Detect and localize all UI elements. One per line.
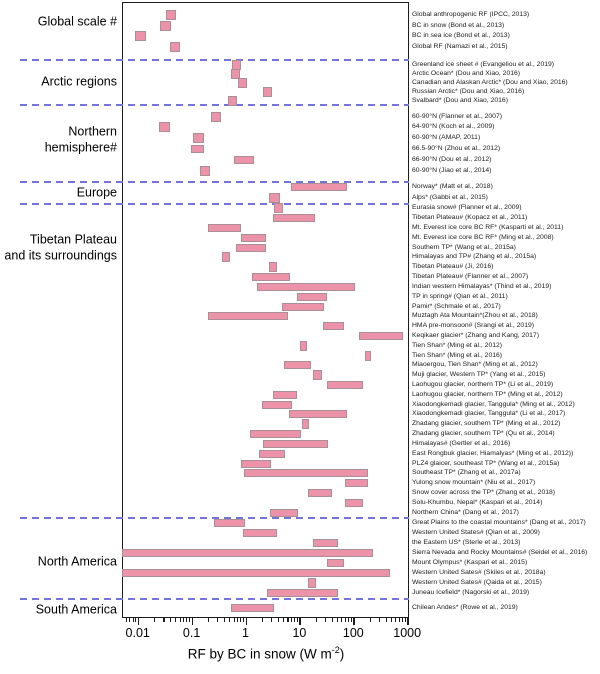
- range-bar: [211, 112, 221, 122]
- series-citation-label: Chilean Andes* (Rowe et al., 2019): [412, 604, 518, 612]
- x-axis-tick-label: 100: [342, 626, 364, 640]
- region-group-label: [36, 602, 117, 618]
- x-axis-tick-label: 1: [242, 626, 249, 640]
- range-bar: [345, 499, 363, 507]
- range-bar: [359, 332, 402, 340]
- x-axis-minor-tick: [217, 618, 218, 622]
- range-bar: [228, 96, 237, 106]
- range-bar: [222, 252, 230, 262]
- range-bar: [160, 21, 171, 31]
- x-axis-minor-tick: [297, 618, 298, 622]
- series-citation-label: Northern China* (Dang et al., 2017): [412, 508, 519, 516]
- region-group-label: [41, 74, 117, 90]
- x-axis-title: [121, 645, 411, 662]
- x-axis-minor-tick: [391, 618, 392, 622]
- x-axis-minor-tick: [180, 618, 181, 622]
- x-axis-minor-tick: [133, 618, 134, 622]
- region-group-label-line: North America: [37, 554, 117, 569]
- range-bar: [252, 273, 290, 281]
- series-citation-label: Miaoergou, Tien Shan* (Ming et al., 2012): [412, 361, 538, 369]
- region-group-label-line: Global scale #: [37, 14, 117, 29]
- series-citation-label: Indian western Himalayas* (Thind et al., 2019): [412, 282, 552, 290]
- x-axis-minor-tick: [341, 618, 342, 622]
- x-axis-minor-tick: [237, 618, 238, 622]
- series-citation-label: Himalayas and TP# (Zhang et al., 2015a): [412, 253, 537, 261]
- series-citation-label: Xiaodongkemadi glacier, Tanggula* (Li et al., 2017): [412, 410, 566, 418]
- series-citation-label: 66-90°N (Dou et al., 2012): [412, 155, 492, 163]
- region-group-label: [45, 125, 117, 156]
- range-bar: [191, 145, 204, 153]
- series-citation-label: Global anthropogenic RF (IPCC, 2013): [412, 10, 530, 18]
- region-group-label-line: Northern: [68, 124, 117, 139]
- series-citation-label: Global RF (Namazi et al., 2015): [412, 43, 508, 51]
- section-divider: [20, 104, 409, 106]
- series-citation-label: Western United Sates# (Skiles et al., 2018a): [412, 569, 546, 577]
- series-citation-label: Norway* (Matt et al., 2018): [412, 183, 493, 191]
- x-axis-minor-tick: [379, 618, 380, 622]
- x-axis-minor-tick: [271, 618, 272, 622]
- series-citation-label: 60-90°N (Jiao et al., 2014): [412, 166, 492, 174]
- series-citation-label: BC in snow (Bond et al., 2013): [412, 21, 505, 29]
- series-citation-label: Himalayas# (Gertler et al., 2016): [412, 439, 511, 447]
- range-bar: [241, 234, 266, 242]
- x-axis-minor-tick: [163, 618, 164, 622]
- range-bar: [313, 539, 338, 547]
- region-group-label: [77, 185, 117, 201]
- range-bar: [269, 193, 280, 203]
- x-axis-minor-tick: [186, 618, 187, 622]
- region-group-label-line: Tibetan Plateau: [29, 232, 117, 247]
- series-citation-label: 66.5-90°N (Zhou et al., 2012): [412, 144, 501, 152]
- range-bar: [282, 303, 325, 311]
- range-bar: [243, 529, 278, 537]
- series-citation-label: the Eastern US* (Sterle et al., 2013): [412, 538, 521, 546]
- series-citation-label: Juneau Icefield* (Nagorski et al., 2019): [412, 589, 530, 597]
- range-bar: [234, 156, 254, 164]
- range-bar: [365, 351, 371, 361]
- x-axis-title-close: ): [339, 646, 345, 662]
- series-citation-label: Sierra Nevada and Rocky Mountains# (Seidel et al., 2016): [412, 548, 588, 556]
- series-citation-label: Eurasia snow# (Flanner et al., 2009): [412, 204, 522, 212]
- x-axis-major-tick: [299, 618, 300, 625]
- series-citation-label: Solu-Khumbu, Nepal* (Kaspari et al., 2014): [412, 498, 543, 506]
- x-axis-major-tick: [407, 618, 408, 625]
- range-bar: [250, 430, 301, 438]
- x-axis-minor-tick: [175, 618, 176, 622]
- series-citation-label: Great Plains to the coastal mountains* (Dang et al., 2017): [412, 518, 586, 526]
- x-axis-minor-tick: [291, 618, 292, 622]
- range-bar: [214, 519, 245, 527]
- series-citation-label: Muztagh Ata Mountain*(Zhou et al., 2018): [412, 312, 538, 320]
- range-bar: [270, 509, 299, 517]
- x-axis-major-tick: [353, 618, 354, 625]
- x-axis-minor-tick: [154, 618, 155, 622]
- range-bar: [135, 31, 145, 41]
- series-citation-label: Southeast TP* (Zhang et al., 2017a): [412, 469, 521, 477]
- range-bar: [308, 489, 332, 497]
- x-axis-minor-tick: [183, 618, 184, 622]
- range-bar: [323, 322, 344, 330]
- range-bar: [208, 224, 241, 232]
- x-axis-minor-tick: [405, 618, 406, 622]
- x-axis-tick-label: 0.01: [125, 626, 150, 640]
- range-bar: [259, 450, 285, 458]
- series-citation-label: Mount Olympus* (Kaspari et al., 2015): [412, 559, 528, 567]
- x-axis-minor-tick: [332, 618, 333, 622]
- range-bar: [273, 391, 297, 399]
- range-bar: [273, 214, 315, 222]
- series-citation-label: Laohugou glacier, northern TP* (Li et al., 2019): [412, 381, 554, 389]
- region-group-label-line: Arctic regions: [41, 73, 117, 88]
- series-citation-label: Xiaodongkemadi glacier, Tanggula* (Ming et al., 2012): [412, 400, 575, 408]
- range-bar: [327, 381, 364, 389]
- series-citation-label: Tien Shan* (Ming et al., 2016): [412, 351, 503, 359]
- x-axis-minor-tick: [402, 618, 403, 622]
- series-citation-label: Tibetan Plateau# (Kopacz et al., 2011): [412, 214, 528, 222]
- series-citation-label: Muji glacier, Western TP* (Yang et al., 2015): [412, 371, 546, 379]
- range-bar: [193, 133, 204, 143]
- range-bar: [263, 87, 272, 97]
- range-bar: [166, 10, 177, 20]
- series-citation-label: HMA pre-monsoon# (Srangi et al., 2019): [412, 322, 535, 330]
- series-citation-label: Southern TP* (Wang et al., 2015a): [412, 243, 516, 251]
- series-citation-label: Tibetan Plateau# (Ji, 2016): [412, 263, 494, 271]
- series-citation-label: 60-90°N (Flanner et al., 2007): [412, 112, 502, 120]
- section-divider: [20, 598, 409, 600]
- x-axis-minor-tick: [229, 618, 230, 622]
- x-axis-minor-tick: [283, 618, 284, 622]
- range-bar: [274, 203, 283, 213]
- series-citation-label: Mt. Everest ice core BC RF* (Ming et al., 2008): [412, 233, 554, 241]
- range-bar: [122, 549, 373, 557]
- region-group-label-line: South America: [35, 602, 117, 617]
- x-axis-minor-tick: [240, 618, 241, 622]
- series-citation-label: Pamir* (Schmale et al., 2017): [412, 302, 501, 310]
- series-citation-label: Yulong snow mountain* (Niu et al., 2017): [412, 479, 536, 487]
- x-axis-minor-tick: [170, 618, 171, 622]
- x-axis-minor-tick: [399, 618, 400, 622]
- series-citation-label: TP in spring# (Qian et al., 2011): [412, 292, 508, 300]
- series-citation-label: Zhadang glacier, southern TP* (Ming et al., 2012): [412, 420, 561, 428]
- range-bar: [267, 589, 338, 597]
- x-axis-tick-label: 0.1: [182, 626, 201, 640]
- series-citation-label: Zhadang glacier, southern TP* (Qu et al., 2014): [412, 430, 555, 438]
- region-group-label-line: hemisphere#: [44, 140, 117, 154]
- x-axis-minor-tick: [386, 618, 387, 622]
- x-axis-major-tick: [138, 618, 139, 625]
- range-bar: [297, 293, 327, 301]
- section-divider: [20, 203, 409, 205]
- x-axis-minor-tick: [135, 618, 136, 622]
- range-bar: [159, 122, 169, 132]
- x-axis-minor-tick: [224, 618, 225, 622]
- series-citation-label: 60-90°N (AMAP, 2011): [412, 134, 481, 142]
- x-axis-minor-tick: [208, 618, 209, 622]
- series-citation-label: Western United States# (Qian et al., 2009): [412, 528, 540, 536]
- range-bar: [289, 410, 348, 418]
- series-citation-label: Tibetan Plateau# (Flanner et al., 2007): [412, 273, 529, 281]
- x-axis-tick-label: 1000: [393, 626, 422, 640]
- range-bar: [308, 578, 316, 588]
- section-divider: [20, 181, 409, 183]
- series-citation-label: Tien Shan* (Ming et al., 2012): [412, 341, 503, 349]
- region-group-label: [38, 14, 117, 30]
- x-axis-minor-tick: [287, 618, 288, 622]
- x-axis-minor-tick: [262, 618, 263, 622]
- range-bar: [313, 370, 322, 380]
- range-bar: [269, 262, 278, 272]
- x-axis-minor-tick: [395, 618, 396, 622]
- x-axis-minor-tick: [278, 618, 279, 622]
- range-bar: [238, 78, 247, 88]
- region-group-label: [38, 554, 117, 570]
- x-axis-minor-tick: [345, 618, 346, 622]
- x-axis-minor-tick: [370, 618, 371, 622]
- range-bar: [300, 341, 308, 351]
- range-bar: [302, 419, 310, 429]
- series-citation-label: Arctic Ocean* (Dou and Xiao, 2016): [412, 69, 521, 77]
- range-bar: [257, 283, 356, 291]
- region-group-label: [4, 233, 117, 264]
- series-citation-label: Mt. Everest ice core BC RF* (Kasparti et al., 2011): [412, 224, 564, 232]
- series-citation-label: Canadian and Alaskan Arctic* (Dou and Xiao, 2016): [412, 78, 568, 86]
- x-axis-minor-tick: [351, 618, 352, 622]
- series-citation-label: East Rongbuk glacier, Hiamalyas* (Ming et al., 2012)): [412, 449, 574, 457]
- x-axis-minor-tick: [316, 618, 317, 622]
- range-bar: [263, 440, 329, 448]
- x-axis-minor-tick: [337, 618, 338, 622]
- range-bar: [241, 460, 272, 468]
- x-axis-major-tick: [192, 618, 193, 625]
- series-citation-label: BC in sea ice (Bond et al., 2013): [412, 32, 510, 40]
- series-citation-label: Snow cover across the TP* (Zhang et al., 2018): [412, 488, 556, 496]
- x-axis-minor-tick: [234, 618, 235, 622]
- series-citation-label: Western United Sates# (Qaida et al., 2015): [412, 579, 542, 587]
- x-axis-minor-tick: [126, 618, 127, 622]
- x-axis-title-text: RF by BC in snow (W m: [187, 646, 332, 662]
- series-citation-label: Alps* (Gabbi et al., 2015): [412, 194, 488, 202]
- range-bar: [170, 42, 181, 52]
- range-bar: [262, 401, 292, 409]
- range-bar: [231, 604, 275, 612]
- series-citation-label: PLZ4 glaicer, southeast TP* (Wang et al., 2015a): [412, 459, 560, 467]
- series-citation-label: Laohugou glacier, northern TP* (Ming et al., 2012): [412, 390, 563, 398]
- x-axis-minor-tick: [325, 618, 326, 622]
- range-bar: [244, 469, 368, 477]
- x-axis-minor-tick: [129, 618, 130, 622]
- series-citation-label: Greenland ice sheet # (Evangeliou et al., 2019): [412, 60, 555, 68]
- region-group-label-line: and its surroundings: [4, 248, 117, 262]
- series-citation-label: 64-90°N (Koch et al., 2009): [412, 123, 495, 131]
- x-axis-major-tick: [246, 618, 247, 625]
- series-citation-label: Russian Arctic* (Dou and Xiao, 2016): [412, 87, 525, 95]
- x-axis-minor-tick: [189, 618, 190, 622]
- range-bar: [327, 559, 344, 567]
- x-axis-minor-tick: [243, 618, 244, 622]
- series-citation-label: Keqikaer glacier* (Zhang and Kang, 2017): [412, 331, 539, 339]
- x-axis-minor-tick: [348, 618, 349, 622]
- series-citation-label: Svalbard* (Dou and Xiao, 2016): [412, 96, 508, 104]
- range-bar: [236, 244, 266, 252]
- range-bar: [208, 312, 288, 320]
- x-axis-tick-label: 10: [292, 626, 307, 640]
- range-bar: [345, 479, 368, 487]
- x-axis-title-exponent: -2: [331, 645, 340, 655]
- region-group-label-line: Europe: [76, 184, 117, 199]
- range-bar: [200, 166, 210, 176]
- range-bar: [284, 361, 311, 369]
- x-axis-minor-tick: [294, 618, 295, 622]
- section-divider: [20, 59, 409, 61]
- range-bar: [122, 569, 390, 577]
- range-bar: [291, 183, 347, 191]
